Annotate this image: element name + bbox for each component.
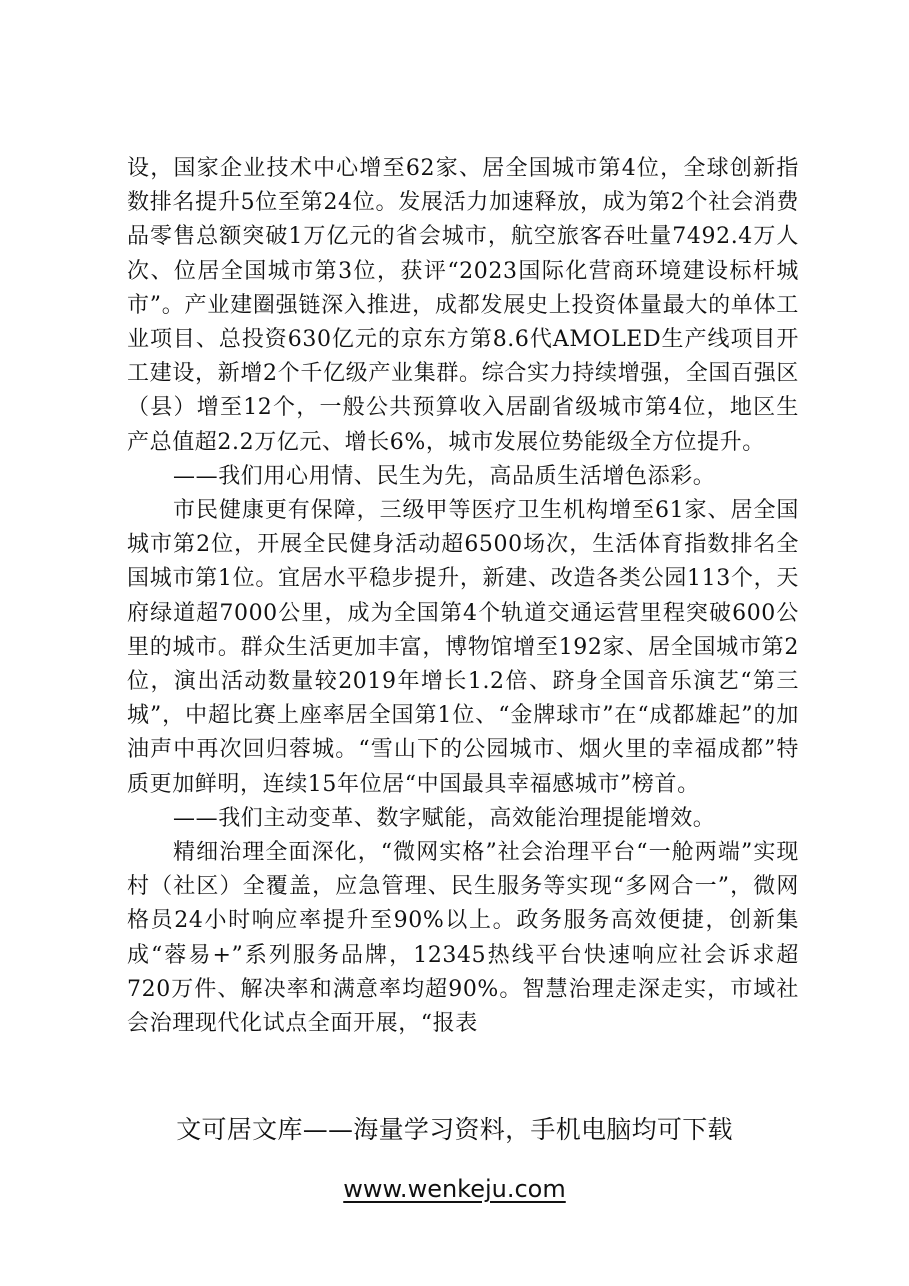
paragraph-governance: 精细治理全面深化，“微网实格”社会治理平台“一舱两端”实现村（社区）全覆盖，应急管理、民生服务等实现“多网合一”，微网格员24小时响应率提升至90%以上。政务服务高效便捷，创新集成“蓉易+”系列服务品牌，12345热线平台快速响应社会诉求超720万件、解决率和满意率均超90%。智慧治理走深走实，市域社会治理现代化试点全面开展，“报表 — [127, 840, 799, 1037]
section-heading-governance: ——我们主动变革、数字赋能，高效能治理提能增效。 — [173, 805, 716, 831]
paragraph-livelihood: 市民健康更有保障，三级甲等医疗卫生机构增至61家、居全国城市第2位，开展全民健身活动超6500场次，生活体育指数排名全国城市第1位。宜居水平稳步提升，新建、改造各类公园113个，天府绿道超7000公里，成为全国第4个轨道交通运营里程突破600公里的城市。群众生活更加丰富，博物馆增至192家、居全国城市第2位，演出活动数量较2019年增长1.2倍、跻身全国音乐演艺“第三城”，中超比赛上座率居全国第1位、“金牌球市”在“成都雄起”的加油声中再次回归蓉城。“雪山下的公园城市、烟火里的幸福成都”特质更加鲜明，连续15年位居“中国最具幸福感城市”榜首。 — [127, 498, 799, 797]
footer-website-link[interactable]: www.wenkeju.com — [343, 1175, 566, 1203]
footer-watermark-title: 文可居文库——海量学习资料，手机电脑均可下载 — [176, 1115, 733, 1144]
section-heading-livelihood: ——我们用心用情、民生为先，高品质生活增色添彩。 — [173, 463, 716, 489]
document-body — [127, 152, 799, 1041]
paragraph-economy: 设，国家企业技术中心增至62家、居全国城市第4位，全球创新指数排名提升5位至第24位。发展活力加速释放，成为第2个社会消费品零售总额突破1万亿元的省会城市，航空旅客吞吐量7492.4万人次、位居全国城市第3位，获评“2023国际化营商环境建设标杆城市”。产业建圈强链深入推进，成都发展史上投资体量最大的单体工业项目、总投资630亿元的京东方第8.6代AMOLED生产线项目开工建设，新增2个千亿级产业集群。综合实力持续增强，全国百强区（县）增至12个，一般公共预算收入居副省级城市第4位，地区生产总值超2.2万亿元、增长6%，城市发展位势能级全方位提升。 — [127, 156, 799, 455]
